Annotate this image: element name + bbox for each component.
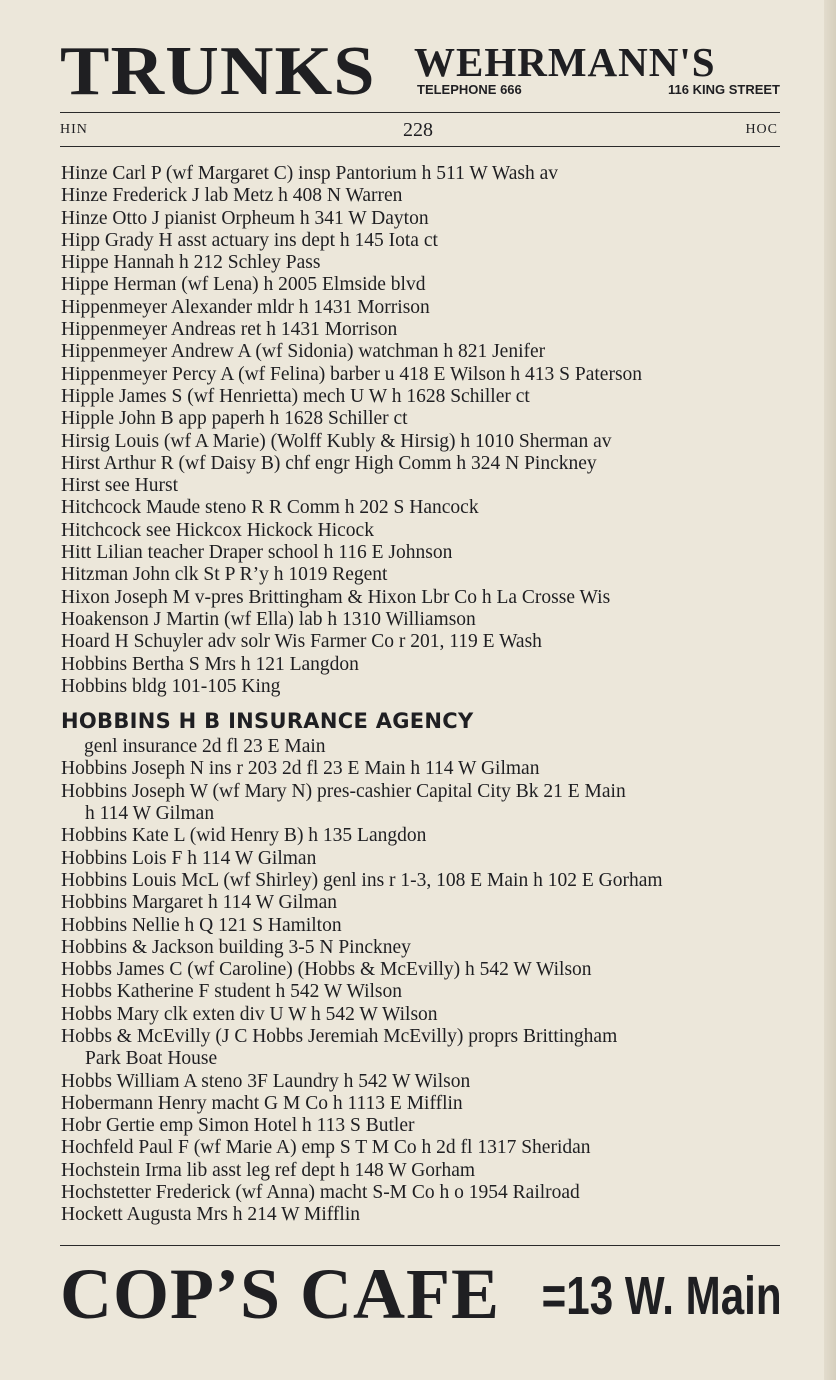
entry-text: Hobbins & Jackson building 3-5 N Pinckney	[61, 936, 411, 958]
entry-text: Hobermann Henry macht G M Co h 1113 E Mifflin	[61, 1092, 463, 1114]
directory-entry	[61, 587, 783, 609]
entry-text: Hobbins Louis McL (wf Shirley) genl ins r 1-3, 108 E Main h 102 E Gorham	[61, 869, 663, 891]
entry-text: Hixon Joseph M v-pres Brittingham & Hixon Lbr Co h La Crosse Wis	[61, 586, 611, 608]
ad-telephone: TELEPHONE 666	[417, 82, 522, 97]
bottom-rule	[60, 1245, 780, 1246]
header-rule	[60, 146, 780, 147]
entry-text: Hobbs Katherine F student h 542 W Wilson	[61, 981, 402, 1003]
ad-street-address: 116 KING STREET	[668, 82, 780, 97]
entry-text: Hippe Hannah h 212 Schley Pass	[61, 252, 321, 274]
ad-cafe-name: COP’S CAFE	[60, 1254, 500, 1334]
entry-text: Hippenmeyer Andrew A (wf Sidonia) watchman h 821 Jenifer	[61, 341, 546, 363]
advert-listing-heading: HOBBINS H B INSURANCE AGENCY	[61, 709, 474, 734]
directory-entry	[61, 431, 783, 453]
bottom-advertisement	[60, 1256, 782, 1336]
directory-entry	[61, 1182, 783, 1204]
entry-text: Hirsig Louis (wf A Marie) (Wolff Kubly & Hirsig) h 1010 Sherman av	[61, 430, 612, 452]
top-advertisement	[60, 33, 780, 110]
directory-entry	[61, 542, 783, 564]
directory-entry	[61, 676, 783, 698]
ad-trunks-word: TRUNKS	[60, 33, 376, 110]
directory-entry	[61, 848, 783, 870]
directory-entry	[61, 1026, 783, 1071]
directory-entry	[61, 208, 783, 230]
directory-entry	[61, 297, 783, 319]
page-edge	[824, 0, 836, 1380]
entry-text: Hobbins Bertha S Mrs h 121 Langdon	[61, 653, 359, 675]
entry-text: Hobbs James C (wf Caroline) (Hobbs & McEvilly) h 542 W Wilson	[61, 959, 592, 981]
directory-entry	[61, 252, 783, 274]
ad-brand-name: WEHRMANN'S	[414, 39, 716, 85]
directory-entry	[61, 1004, 783, 1026]
directory-entry	[61, 1137, 783, 1159]
directory-entry	[61, 892, 783, 914]
entry-text: Hobbs & McEvilly (J C Hobbs Jeremiah McEvilly) proprs Brittingham	[61, 1025, 618, 1047]
directory-entry	[61, 1093, 783, 1115]
entry-text: Hobbs William A steno 3F Laundry h 542 W Wilson	[61, 1070, 471, 1092]
entry-text: Hockett Augusta Mrs h 214 W Mifflin	[61, 1204, 360, 1226]
entry-text: Hochfeld Paul F (wf Marie A) emp S T M Co h 2d fl 1317 Sheridan	[61, 1137, 591, 1159]
entry-text: Hobbins Kate L (wid Henry B) h 135 Langdon	[61, 825, 427, 847]
entry-continuation: Park Boat House	[85, 1048, 218, 1070]
entry-text: Hippenmeyer Andreas ret h 1431 Morrison	[61, 319, 398, 341]
directory-entry	[61, 497, 783, 519]
directory-entry	[61, 274, 783, 296]
directory-entry	[61, 453, 783, 475]
directory-entry	[61, 654, 783, 676]
directory-entry	[61, 408, 783, 430]
directory-entry	[61, 758, 783, 780]
entry-text: Hobr Gertie emp Simon Hotel h 113 S Butler	[61, 1115, 415, 1137]
entry-text: Hoard H Schuyler adv solr Wis Farmer Co r 201, 119 E Wash	[61, 631, 542, 653]
directory-entry	[61, 781, 783, 826]
entry-text: Hippenmeyer Alexander mldr h 1431 Morrison	[61, 296, 430, 318]
entry-text: Hochstein Irma lib asst leg ref dept h 148 W Gorham	[61, 1159, 476, 1181]
entry-text: Hipp Grady H asst actuary ins dept h 145 Iota ct	[61, 229, 438, 251]
right-guide-word: HOC	[745, 122, 778, 137]
entry-text: Hobbins Nellie h Q 121 S Hamilton	[61, 914, 342, 936]
directory-entry	[61, 981, 783, 1003]
entry-text: Hipple John B app paperh h 1628 Schiller ct	[61, 408, 408, 430]
top-rule	[60, 112, 780, 113]
advert-listing-detail: genl insurance 2d fl 23 E Main	[84, 736, 326, 758]
directory-entry	[61, 915, 783, 937]
directory-entry	[61, 1071, 783, 1093]
entry-text: Hitchcock see Hickcox Hickock Hicock	[61, 519, 374, 541]
page-number: 228	[403, 119, 433, 141]
entry-text: Hitzman John clk St P R’y h 1019 Regent	[61, 564, 388, 586]
entry-continuation: h 114 W Gilman	[85, 803, 215, 825]
ad-cafe-address: =13 W. Main	[542, 1266, 782, 1326]
directory-entry	[61, 564, 783, 586]
entry-text: Hinze Carl P (wf Margaret C) insp Pantorium h 511 W Wash av	[61, 163, 559, 184]
entry-text: Hochstetter Frederick (wf Anna) macht S-M Co h o 1954 Railroad	[61, 1182, 580, 1204]
entry-text: Hinze Frederick J lab Metz h 408 N Warren	[61, 185, 403, 207]
entry-text: Hirst see Hurst	[61, 475, 178, 497]
directory-entry	[61, 364, 783, 386]
directory-entry	[61, 475, 783, 497]
directory-entry	[61, 631, 783, 653]
entry-text: Hoakenson J Martin (wf Ella) lab h 1310 Williamson	[61, 608, 476, 630]
entry-text: Hinze Otto J pianist Orpheum h 341 W Dayton	[61, 207, 429, 229]
directory-entry	[61, 1160, 783, 1182]
directory-entry	[61, 163, 783, 185]
entry-text: Hirst Arthur R (wf Daisy B) chf engr High Comm h 324 N Pinckney	[61, 452, 597, 474]
entry-text: Hobbins Joseph N ins r 203 2d fl 23 E Main h 114 W Gilman	[61, 758, 540, 780]
entry-text: Hippe Herman (wf Lena) h 2005 Elmside blvd	[61, 274, 426, 296]
entry-text: Hobbs Mary clk exten div U W h 542 W Wilson	[61, 1003, 438, 1025]
directory-entry	[61, 520, 783, 542]
entry-text: Hitchcock Maude steno R R Comm h 202 S Hancock	[61, 497, 479, 519]
directory-entry	[61, 1204, 783, 1226]
directory-entry	[61, 386, 783, 408]
directory-entry	[61, 609, 783, 631]
directory-entry	[61, 825, 783, 847]
directory-entry	[61, 959, 783, 981]
directory-entry	[61, 230, 783, 252]
entry-text: Hippenmeyer Percy A (wf Felina) barber u 418 E Wilson h 413 S Paterson	[61, 363, 643, 385]
left-guide-word: HIN	[60, 122, 88, 137]
entry-text: Hobbins Margaret h 114 W Gilman	[61, 892, 338, 914]
directory-entry	[61, 185, 783, 207]
directory-listings	[61, 163, 783, 1227]
directory-entry	[61, 870, 783, 892]
entry-text: Hobbins Lois F h 114 W Gilman	[61, 847, 317, 869]
directory-entry	[61, 341, 783, 363]
entry-text: Hobbins bldg 101-105 King	[61, 675, 281, 697]
entry-text: Hobbins Joseph W (wf Mary N) pres-cashier Capital City Bk 21 E Main	[61, 780, 626, 802]
entry-text: Hipple James S (wf Henrietta) mech U W h 1628 Schiller ct	[61, 385, 530, 407]
entry-text: Hitt Lilian teacher Draper school h 116 E Johnson	[61, 542, 453, 564]
directory-entry	[61, 937, 783, 959]
directory-entry	[61, 1115, 783, 1137]
directory-entry	[61, 319, 783, 341]
